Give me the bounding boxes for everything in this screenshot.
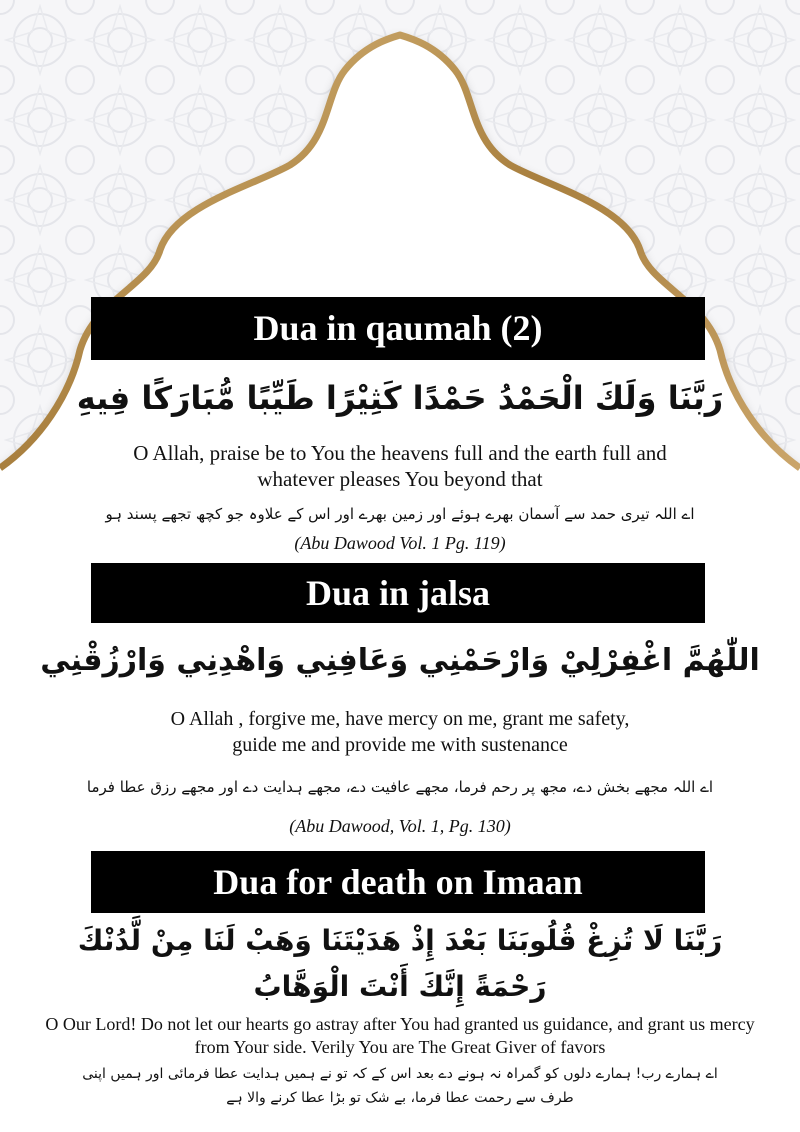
urdu-translation: اے اللہ مجھے بخش دے، مجھ پر رحم فرما، مجھے عافیت دے، مجھے ہدایت دے اور مجھے رزق عطا فرما — [86, 778, 714, 796]
english-translation: O Our Lord! Do not let our hearts go astray after You had granted us guidance, and grant us mercy from Your side. Verily You are The Great Giver of favors — [45, 1014, 755, 1057]
reference: (Abu Dawood, Vol. 1, Pg. 130) — [289, 816, 511, 836]
urdu-translation: اے ہمارے رب! ہمارے دلوں کو گمراہ نہ ہونے دے بعد اس کے کہ تو نے ہمیں ہدایت عطا فرمائی اور ہمیں اپنی طرف سے رحمت عطا فرما، بے شک تو بڑا عطا کرنے والا ہے — [82, 1066, 718, 1106]
arabic-text: رَبَّنَا وَلَكَ الْحَمْدُ حَمْدًا كَثِيْرًا طَيِّبًا مُّبَارَكًا فِيهِ — [76, 379, 724, 417]
section-title: Dua for death on Imaan — [91, 851, 705, 913]
arabic-text: اللّٰهُمَّ اغْفِرْلِيْ وَارْحَمْنِي وَعَافِنِي وَاهْدِنِي وَارْزُقْنِي — [40, 643, 760, 678]
english-translation: O Allah, praise be to You the heavens full and the earth full and whatever pleases You beyond that — [133, 441, 667, 491]
urdu-translation: اے اللہ تیری حمد سے آسمان بھرے ہوئے اور زمین بھرے اور اس کے علاوہ جو کچھ تجھے پسند ہو — [105, 505, 695, 523]
reference: (Abu Dawood Vol. 1 Pg. 119) — [294, 533, 506, 553]
section-title: Dua in qaumah (2) — [91, 297, 705, 360]
arabic-text: رَبَّنَا لَا تُزِغْ قُلُوبَنَا بَعْدَ إِذْ هَدَيْتَنَا وَهَبْ لَنَا مِنْ لَّدُنْكَ رَحْمَةً إِنَّكَ أَنْتَ الْوَهَّابُ — [77, 924, 723, 1003]
section-title: Dua in jalsa — [91, 563, 705, 623]
english-translation: O Allah , forgive me, have mercy on me, grant me safety, guide me and provide me with sustenance — [170, 708, 630, 756]
